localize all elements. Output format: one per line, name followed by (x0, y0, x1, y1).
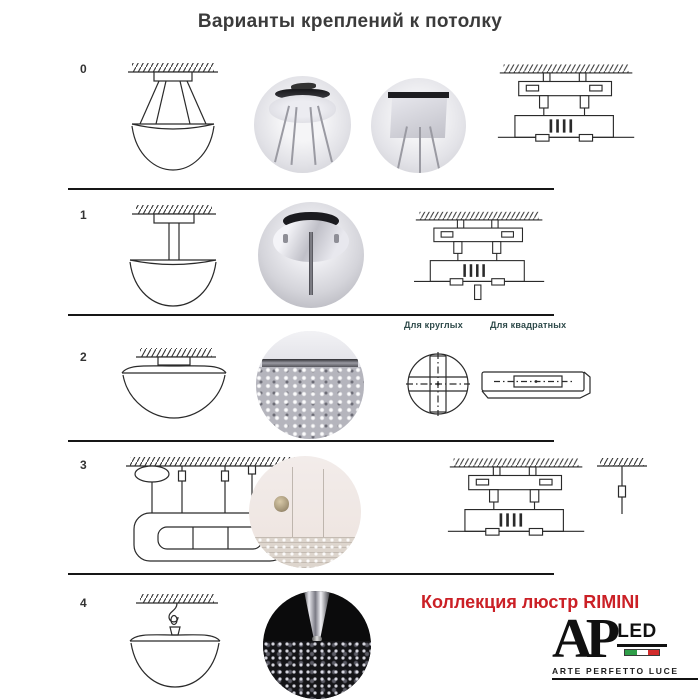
disc-slot-shape (334, 234, 338, 244)
canopy-disc-shape (269, 95, 337, 122)
flag-green-stripe (625, 650, 636, 655)
photo-flush-crystal (256, 331, 364, 439)
logo-tagline: ARTE PERFETTO LUCE (552, 665, 679, 676)
page-title: Варианты креплений к потолку (197, 11, 503, 32)
hook-mount-drawing (96, 588, 248, 698)
wire-line (323, 469, 324, 536)
round-crossbar-diagram (402, 348, 474, 420)
flag-white-stripe (637, 650, 648, 655)
logo-top-row (552, 608, 698, 670)
rod-mount-drawing (96, 200, 248, 316)
square-crossbar-diagram (478, 360, 604, 408)
bracket-mount-diagram (496, 62, 638, 154)
logo-led-text: LED (617, 620, 657, 642)
row-1-number: 1 (80, 208, 87, 222)
canopy-knob-shape (274, 496, 290, 512)
row-3-number: 3 (80, 458, 87, 472)
row-2-number: 2 (80, 350, 87, 364)
crystal-texture (263, 641, 371, 699)
crystal-texture (256, 367, 364, 439)
flush-mount-drawing (96, 338, 248, 438)
brand-logo (552, 608, 698, 680)
chrome-strip-shape (262, 359, 357, 367)
logo-led-block (617, 622, 667, 656)
italian-flag-icon (624, 649, 660, 656)
label-for-round: Для круглых (404, 320, 463, 330)
wire-line (292, 467, 293, 536)
wire-hanger-diagram (594, 456, 650, 528)
bracket-mount-rod-diagram (412, 210, 548, 304)
collection-title: Коллекция люстр RIMINI (421, 592, 640, 612)
row-divider (68, 188, 554, 190)
photo-ceiling-crystal (249, 456, 361, 568)
logo-led-underline (617, 644, 667, 647)
crystal-texture (249, 537, 361, 568)
flag-red-stripe (648, 650, 659, 655)
row-divider (68, 440, 554, 442)
photo-rod-canopy (258, 202, 364, 308)
chrome-cone-shape (301, 591, 333, 639)
row-divider (68, 573, 554, 575)
row-divider (68, 314, 554, 316)
photo-round-canopy (254, 76, 351, 173)
logo-monogram: AP (552, 608, 614, 670)
cable-suspension-drawing (96, 58, 248, 182)
rod-shape (309, 232, 313, 296)
bracket-mount-diagram (446, 456, 588, 548)
disc-slot-shape (283, 234, 287, 244)
row-4-number: 4 (80, 596, 87, 610)
logo-tagline-underline (552, 678, 698, 680)
row-0-number: 0 (80, 62, 87, 76)
label-for-square: Для квадратных (490, 320, 567, 330)
cable-line (419, 127, 421, 173)
photo-square-canopy (371, 78, 466, 173)
photo-hook-crystal (263, 591, 371, 699)
